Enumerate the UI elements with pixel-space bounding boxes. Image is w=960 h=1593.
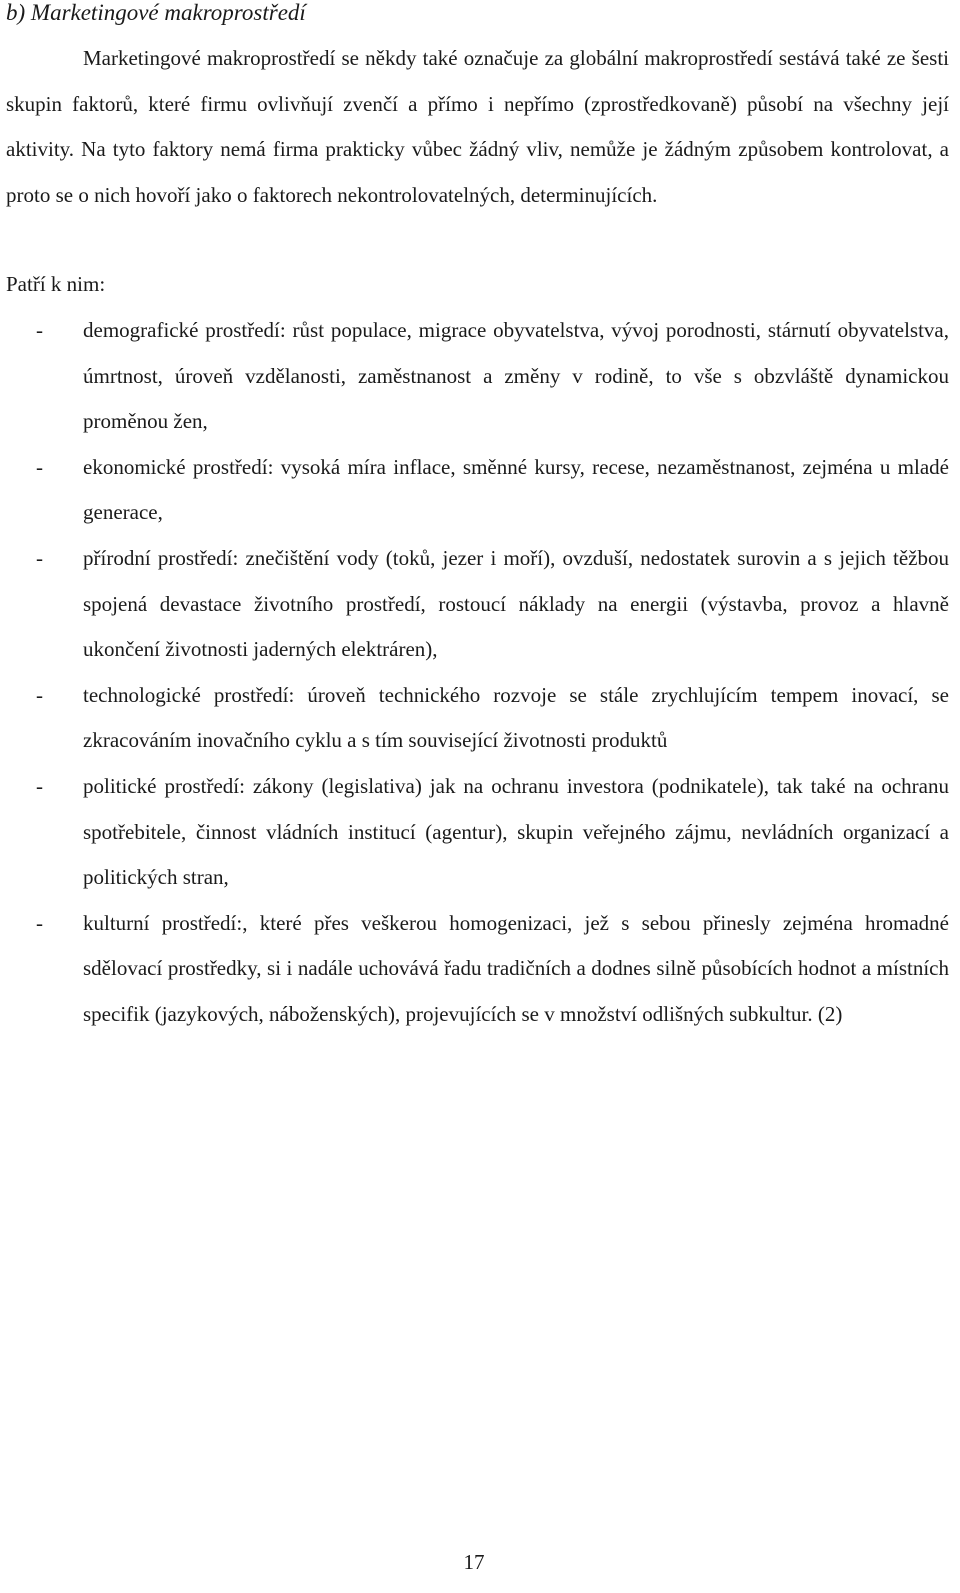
list-item [6,445,949,536]
list-item [6,536,949,673]
list-marker: - [36,773,43,798]
factor-list [6,308,949,1038]
list-item-text: politické prostředí: zákony (legislativa) jak na ochranu investora (podnikatele), tak také na ochranu spotřebitele, činnost vládních institucí (agentur), skupin veřejného zájmu, nevládních organizací a politických stran, [83,773,949,890]
section-heading: b) Marketingové makroprostředí [6,0,306,25]
list-item [6,764,949,901]
list-item-text: technologické prostředí: úroveň technického rozvoje se stále zrychlujícím tempem inovací, se zkracováním inovačního cyklu a s tím související životnosti produktů [83,682,949,753]
list-item [6,673,949,764]
list-item-text: demografické prostředí: růst populace, migrace obyvatelstva, vývoj porodnosti, stárnutí obyvatelstva, úmrtnost, úroveň vzdělanosti, zaměstnanost a změny v rodině, to vše s obzvláště dynamickou proměnou žen, [83,318,949,434]
list-marker: - [36,318,43,342]
list-item-text: ekonomické prostředí: vysoká míra inflace, směnné kursy, recese, nezaměstnanost, zejména u mladé generace, [83,454,949,525]
list-marker: - [36,545,43,570]
list-marker: - [36,682,43,707]
list-item [6,901,949,1038]
list-item-text: kulturní prostředí:, které přes veškerou homogenizaci, jež s sebou přinesly zejména hromadné sdělovací prostředky, si i nadále uchovává řadu tradičních a dodnes silně působících hodnot a místních specifik (jazykových, náboženských), projevujících se v množství odlišných subkultur. (2) [83,910,949,1026]
list-intro: Patří k nim: [6,272,106,296]
list-marker: - [36,454,43,479]
list-item [6,308,949,445]
page-number: 17 [463,1550,485,1574]
list-item-text: přírodní prostředí: znečištění vody (toků, jezer i moří), ovzduší, nedostatek surovin a s jejich těžbou spojená devastace životního prostředí, rostoucí náklady na energii (výstavba, provoz a hlavně ukončení životnosti jaderných elektráren), [83,545,949,662]
body-paragraph: Marketingové makroprostředí se někdy také označuje za globální makroprostředí sestává také ze šesti skupin faktorů, které firmu ovlivňují zvenčí a přímo i nepřímo (zprostředkovaně) působí na všechny její aktivity. Na tyto faktory nemá firma prakticky vůbec žádný vliv, nemůže je žádným způsobem kontrolovat, a proto se o nich hovoří jako o faktorech nekontrolovatelných, determinujících. [6,46,949,207]
list-marker: - [36,910,43,935]
